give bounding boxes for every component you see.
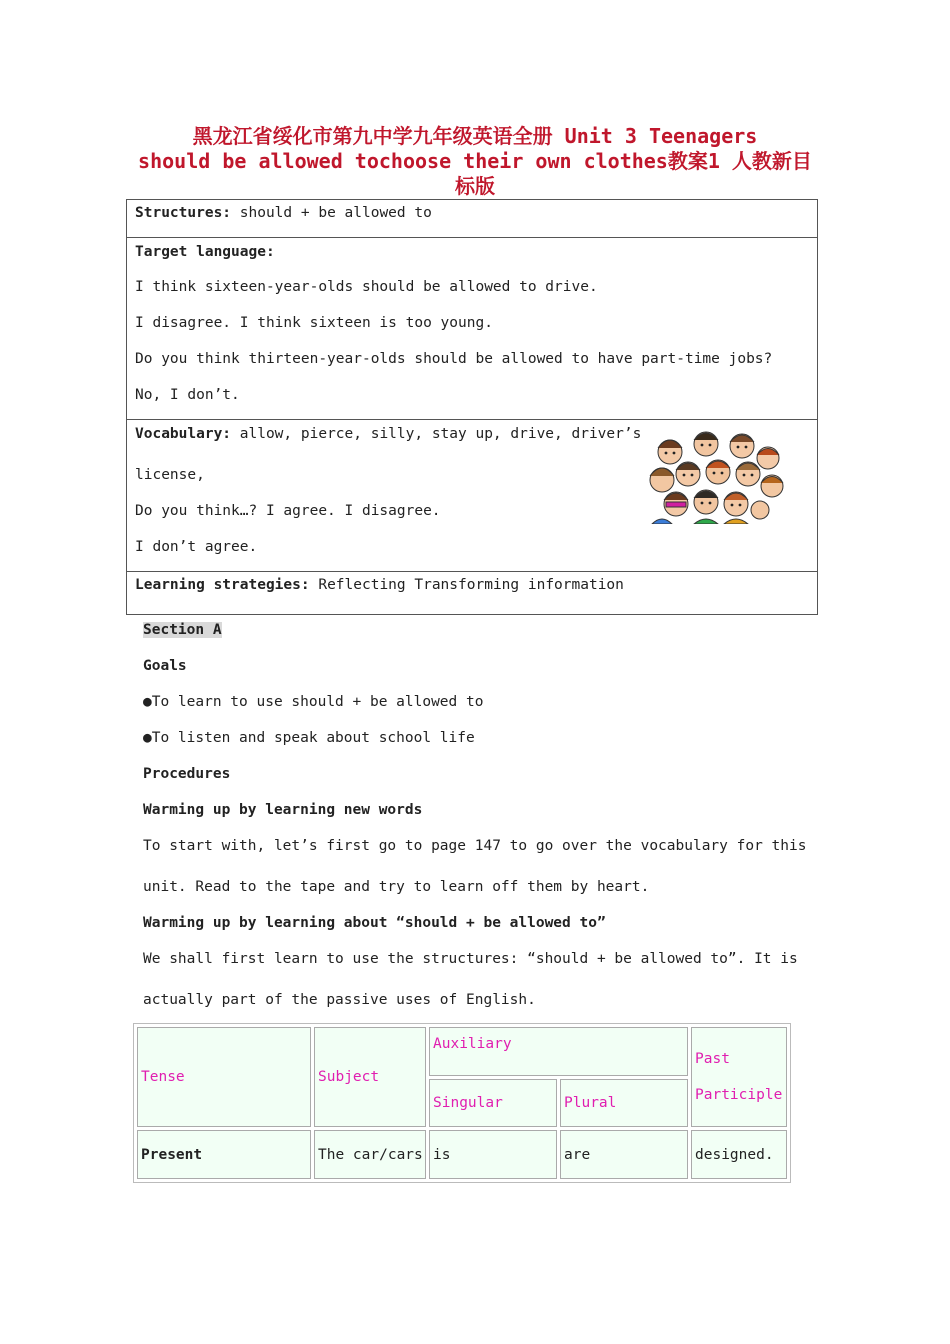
target-line: I disagree. I think sixteen is too young. — [135, 315, 493, 331]
tense-header: Tense — [137, 1027, 311, 1127]
teenagers-cartoon-illustration — [648, 428, 786, 524]
subject-cell: The car/cars — [314, 1130, 426, 1179]
divider — [126, 419, 818, 420]
vocabulary-row — [135, 425, 641, 443]
target-label: Target language: — [135, 244, 275, 260]
vocabulary-line: Do you think…? I agree. I disagree. — [135, 503, 441, 519]
title-line-1: 黑龙江省绥化市第九中学九年级英语全册 Unit 3 Teenagers — [192, 124, 758, 148]
warming-up-heading: Warming up by learning new words — [143, 802, 423, 818]
strategies-label: Learning strategies: — [135, 577, 310, 593]
target-line: Do you think thirteen-year-olds should be allowed to have part-time jobs? — [135, 351, 773, 367]
vocabulary-line: license, — [135, 467, 205, 483]
target-line: I think sixteen-year-olds should be allowed to drive. — [135, 279, 598, 295]
subject-header: Subject — [314, 1027, 426, 1127]
table-header-row — [137, 1027, 787, 1076]
section-heading — [143, 621, 222, 639]
target-line: No, I don’t. — [135, 387, 240, 403]
vocabulary-line: I don’t agree. — [135, 539, 258, 555]
structures-label: Structures: — [135, 205, 232, 221]
goals-heading: Goals — [143, 658, 187, 674]
plural-header: Plural — [560, 1079, 688, 1128]
structures-row — [135, 204, 432, 222]
auxiliary-header: Auxiliary — [429, 1027, 688, 1076]
divider — [126, 571, 818, 572]
strategies-text: Reflecting Transforming information — [318, 577, 624, 593]
participle-cell: designed. — [691, 1130, 787, 1179]
structures-text: should + be allowed to — [239, 205, 432, 221]
warming-up-heading: Warming up by learning about “should + be allowed to” — [143, 915, 606, 931]
title-line-3: 标版 — [455, 174, 495, 198]
vocabulary-text: allow, pierce, silly, stay up, drive, driver’s — [239, 426, 642, 442]
procedures-heading: Procedures — [143, 766, 231, 782]
table-row — [137, 1130, 787, 1179]
goal-item: ●To learn to use should + be allowed to — [143, 694, 484, 710]
goal-item: ●To listen and speak about school life — [143, 730, 475, 746]
paragraph-line: To start with, let’s first go to page 147 to go over the vocabulary for this — [143, 838, 807, 854]
divider — [126, 237, 818, 238]
past-participle-header — [691, 1027, 787, 1127]
tense-cell: Present — [137, 1130, 311, 1179]
vocabulary-label: Vocabulary: — [135, 426, 232, 442]
singular-cell: is — [429, 1130, 557, 1179]
strategies-row — [135, 576, 624, 594]
past-participle-line-2: Participle — [695, 1087, 783, 1104]
document-title — [100, 124, 850, 199]
title-line-2: should be allowed tochoose their own clothes教案1 人教新目 — [138, 149, 812, 173]
past-participle-line-1: Past — [695, 1051, 730, 1068]
singular-header: Singular — [429, 1079, 557, 1128]
passive-structure-table — [133, 1023, 791, 1183]
section-label: Section A — [143, 622, 222, 638]
paragraph-line: actually part of the passive uses of English. — [143, 992, 536, 1008]
paragraph-line: unit. Read to the tape and try to learn off them by heart. — [143, 879, 650, 895]
paragraph-line: We shall first learn to use the structures: “should + be allowed to”. It is — [143, 951, 798, 967]
plural-cell: are — [560, 1130, 688, 1179]
